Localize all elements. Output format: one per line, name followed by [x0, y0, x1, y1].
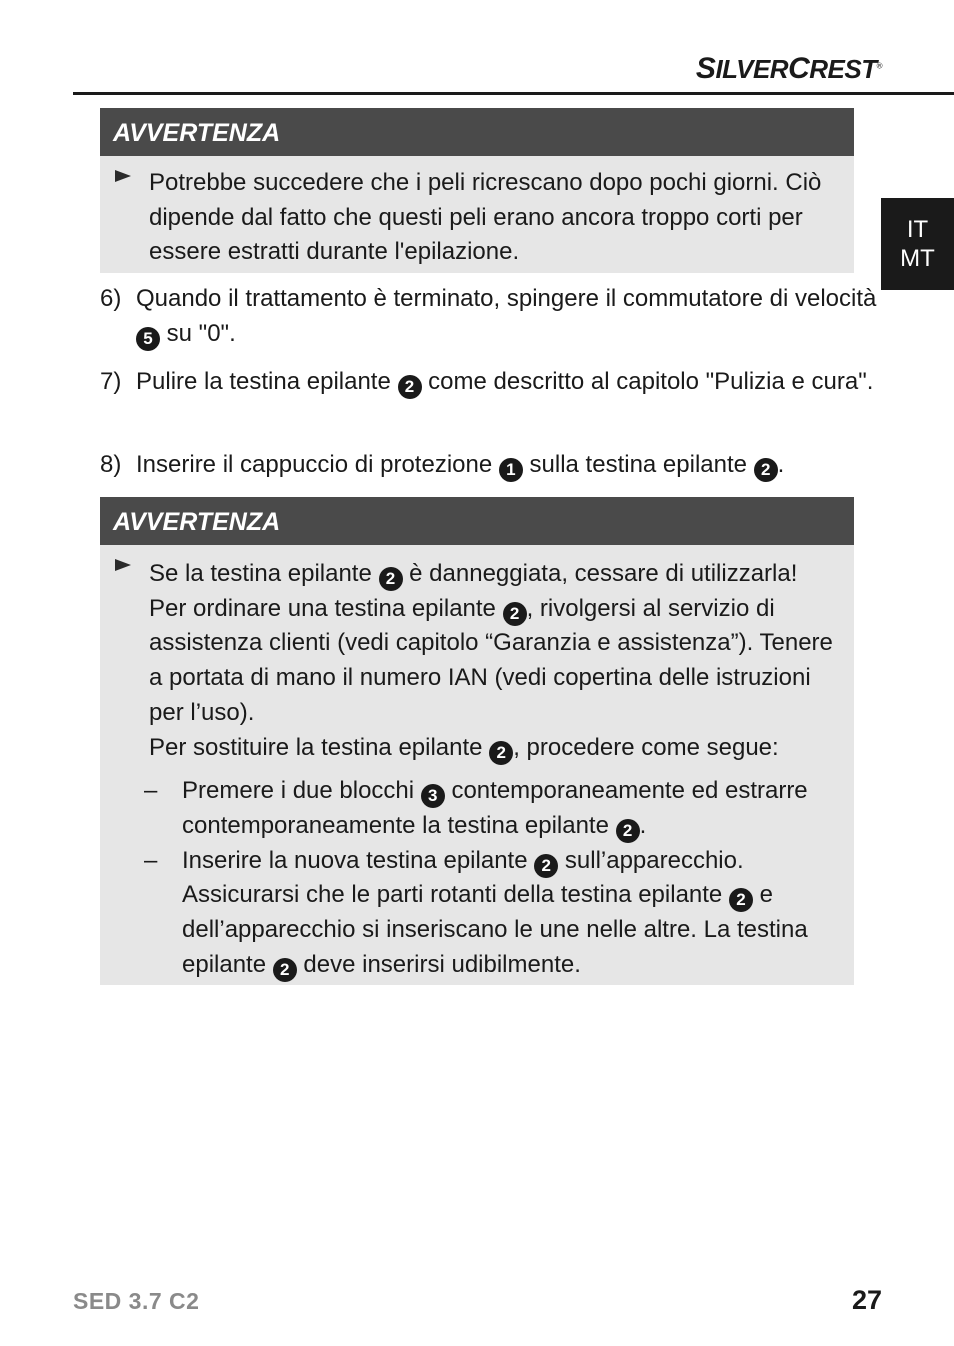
- step-8: 8) Inserire il cappuccio di protezione 1 sulla testina epilante 2 .: [100, 448, 881, 483]
- bullet-arrow-icon: [115, 559, 131, 571]
- warning-box-2: [100, 497, 854, 985]
- warning-text: Potrebbe succedere che i peli ricrescano dopo pochi giorni. Ciò dipende dal fatto che questi peli erano ancora troppo corti per essere estratti durante l'epilazione.: [149, 169, 822, 266]
- sub-item: – Inserire la nuova testina epilante 2 sull’apparecchio. Assicurarsi che le parti rotanti della testina epilante 2 e dell’apparecchio si inseriscano le une nelle altre. La testina epilante 2 deve inserirsi udibilmente.: [100, 844, 854, 983]
- warning-paragraph: Per sostituire la testina epilante 2 , procedere come segue:: [149, 731, 836, 766]
- reference-badge: 2: [616, 819, 640, 843]
- reference-badge: 2: [534, 854, 558, 878]
- sub-item: – Premere i due blocchi 3 contemporaneamente ed estrarre contemporaneamente la testina epilante 2 .: [100, 774, 854, 843]
- reference-badge: 2: [273, 958, 297, 982]
- reference-badge: 2: [379, 567, 403, 591]
- dash-marker: –: [144, 846, 158, 874]
- page-number: 27: [851, 1285, 882, 1315]
- step-number: 8): [100, 451, 122, 478]
- warning-bullet: [100, 545, 854, 765]
- warning-bullet: [100, 156, 854, 270]
- warning-paragraph: Se la testina epilante 2 è danneggiata, cessare di utilizzarla! Per ordinare una testina epilante 2 , rivolgersi al servizio di assistenza clienti (vedi capitolo “Garanzia e assistenza”). Tenere a portata di mano il numero IAN (vedi copertina delle istruzioni per l’uso).: [149, 560, 833, 726]
- step-number: 7): [100, 368, 122, 395]
- model-number: SED 3.7 C2: [73, 1288, 200, 1314]
- step-6: 6) Quando il trattamento è terminato, spingere il commutatore di velocità 5 su "0".: [100, 282, 881, 351]
- warning-title: AVVERTENZA: [100, 497, 854, 545]
- dash-marker: –: [144, 777, 158, 805]
- reference-badge: 2: [489, 741, 513, 765]
- header-rule: [73, 92, 954, 95]
- reference-badge: 1: [499, 458, 523, 482]
- brand-logo: SILVERCREST®: [695, 52, 882, 85]
- step-number: 6): [100, 285, 122, 312]
- step-7: 7) Pulire la testina epilante 2 come descritto al capitolo "Pulizia e cura".: [100, 365, 881, 400]
- reference-badge: 2: [729, 888, 753, 912]
- reference-badge: 2: [503, 602, 527, 626]
- warning-title: AVVERTENZA: [100, 108, 854, 156]
- reference-badge: 2: [754, 458, 778, 482]
- reference-badge: 5: [136, 327, 160, 351]
- bullet-arrow-icon: [115, 170, 131, 182]
- language-tab: [881, 198, 954, 290]
- language-code-mt: MT: [900, 245, 935, 272]
- reference-badge: 3: [421, 784, 445, 808]
- reference-badge: 2: [398, 375, 422, 399]
- language-code-it: IT: [906, 216, 929, 243]
- warning-box-1: [100, 108, 854, 273]
